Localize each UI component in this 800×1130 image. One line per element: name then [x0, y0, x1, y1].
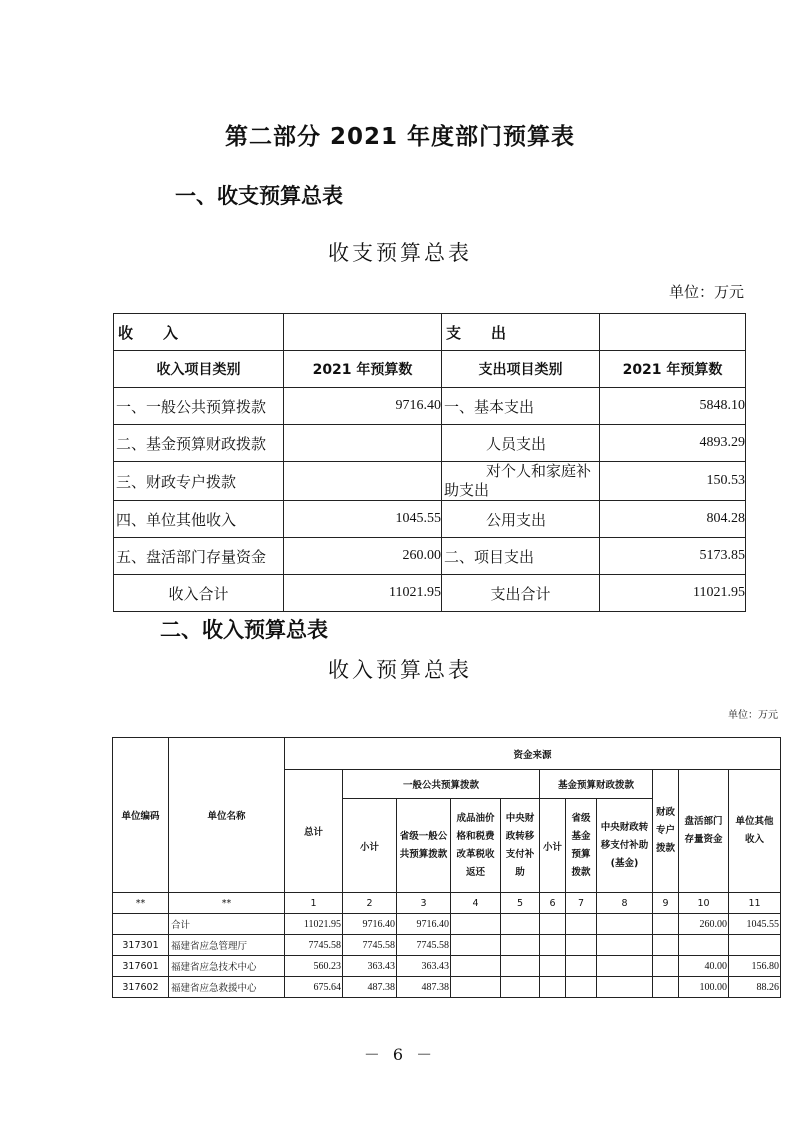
index-cell: 7: [566, 893, 597, 914]
central-value: [501, 914, 540, 935]
col-oil-tax-refund: 成品油价格和税费改革税收返还: [451, 799, 501, 893]
fund-subtotal-value: [540, 914, 566, 935]
oil-value: [451, 956, 501, 977]
page-number: － 6 －: [363, 1045, 437, 1064]
table1-unit: 单位：万元: [668, 283, 744, 301]
col-fund-subtotal: 小计: [540, 799, 566, 893]
general-province-value: 9716.40: [397, 914, 451, 935]
other-income-value: 156.80: [729, 956, 781, 977]
expense-amount: 4893.29: [600, 425, 746, 462]
expense-group-label: 支 出: [442, 314, 600, 351]
col-special-account: 财政专户拨款: [653, 770, 679, 893]
other-income-value: 88.26: [729, 977, 781, 998]
col-general-province: 省级一般公共预算拨款: [397, 799, 451, 893]
col-income-item: 收入项目类别: [114, 351, 284, 388]
unit-code: 317301: [113, 935, 169, 956]
fund-central-value: [597, 956, 653, 977]
total-value: 675.64: [285, 977, 343, 998]
oil-value: [451, 977, 501, 998]
expense-item: 一、基本支出: [442, 388, 600, 425]
col-other-income: 单位其他收入: [729, 770, 781, 893]
col-general-budget: 一般公共预算拨款: [343, 770, 540, 799]
general-province-value: 7745.58: [397, 935, 451, 956]
index-cell: 10: [679, 893, 729, 914]
col-expense-item: 支出项目类别: [442, 351, 600, 388]
general-subtotal-value: 487.38: [343, 977, 397, 998]
table-row: [113, 914, 781, 935]
budget-summary-table: [113, 313, 746, 612]
table2-unit: 单位：万元: [728, 710, 778, 721]
income-total-label: 收入合计: [114, 575, 284, 612]
fund-central-value: [597, 914, 653, 935]
col-expense-amount: 2021 年预算数: [600, 351, 746, 388]
central-value: [501, 935, 540, 956]
index-row: [113, 893, 781, 914]
general-province-value: 487.38: [397, 977, 451, 998]
col-stock-funds: 盘活部门存量资金: [679, 770, 729, 893]
index-cell: 11: [729, 893, 781, 914]
stock-value: 260.00: [679, 914, 729, 935]
general-subtotal-value: 363.43: [343, 956, 397, 977]
index-cell: 4: [451, 893, 501, 914]
unit-name: 福建省应急管理厅: [169, 935, 285, 956]
col-fund-budget: 基金预算财政拨款: [540, 770, 653, 799]
fund-province-value: [566, 935, 597, 956]
fund-province-value: [566, 977, 597, 998]
fund-subtotal-value: [540, 977, 566, 998]
income-group-label: 收 入: [114, 314, 284, 351]
index-cell: 1: [285, 893, 343, 914]
central-value: [501, 956, 540, 977]
col-unit-name: 单位名称: [169, 738, 285, 893]
expense-total-amount: 11021.95: [600, 575, 746, 612]
col-income-amount: 2021 年预算数: [284, 351, 442, 388]
special-value: [653, 956, 679, 977]
special-value: [653, 914, 679, 935]
expense-item: 二、项目支出: [442, 538, 600, 575]
income-amount: [284, 425, 442, 462]
income-amount: [284, 462, 442, 501]
col-fund-source: 资金来源: [285, 738, 781, 770]
index-cell: 6: [540, 893, 566, 914]
unit-code: 317602: [113, 977, 169, 998]
expense-item: 对个人和家庭补助支出: [442, 462, 600, 501]
fund-subtotal-value: [540, 956, 566, 977]
index-cell: **: [169, 893, 285, 914]
table-row: [114, 388, 746, 425]
income-budget-table: [112, 737, 781, 998]
oil-value: [451, 914, 501, 935]
table-row: [114, 538, 746, 575]
table2-title: 收入预算总表: [328, 658, 472, 682]
col-central-transfer: 中央财政转移支付补助: [501, 799, 540, 893]
table-row: [114, 575, 746, 612]
income-item: 四、单位其他收入: [114, 501, 284, 538]
income-amount: 9716.40: [284, 388, 442, 425]
index-cell: 9: [653, 893, 679, 914]
stock-value: 100.00: [679, 977, 729, 998]
expense-amount: 804.28: [600, 501, 746, 538]
central-value: [501, 977, 540, 998]
expense-amount: 5848.10: [600, 388, 746, 425]
expense-amount: 150.53: [600, 462, 746, 501]
index-cell: 5: [501, 893, 540, 914]
total-value: 7745.58: [285, 935, 343, 956]
income-item: 一、一般公共预算拨款: [114, 388, 284, 425]
col-total: 总计: [285, 770, 343, 893]
total-value: 11021.95: [285, 914, 343, 935]
col-general-subtotal: 小计: [343, 799, 397, 893]
special-value: [653, 977, 679, 998]
income-item: 二、基金预算财政拨款: [114, 425, 284, 462]
income-amount: 1045.55: [284, 501, 442, 538]
general-province-value: 363.43: [397, 956, 451, 977]
general-subtotal-value: 7745.58: [343, 935, 397, 956]
unit-code: 317601: [113, 956, 169, 977]
col-fund-province: 省级基金预算拨款: [566, 799, 597, 893]
section1-title: 一、收支预算总表: [175, 184, 343, 208]
index-cell: 2: [343, 893, 397, 914]
unit-name: 合计: [169, 914, 285, 935]
col-unit-code: 单位编码: [113, 738, 169, 893]
unit-name: 福建省应急救援中心: [169, 977, 285, 998]
fund-province-value: [566, 956, 597, 977]
expense-amount: 5173.85: [600, 538, 746, 575]
index-cell: **: [113, 893, 169, 914]
table-row: [113, 977, 781, 998]
index-cell: 8: [597, 893, 653, 914]
table-row: [113, 956, 781, 977]
table-row: [114, 501, 746, 538]
section2-title: 二、收入预算总表: [160, 618, 328, 642]
fund-central-value: [597, 935, 653, 956]
income-amount: 260.00: [284, 538, 442, 575]
income-item: 三、财政专户拨款: [114, 462, 284, 501]
fund-province-value: [566, 914, 597, 935]
special-value: [653, 935, 679, 956]
general-subtotal-value: 9716.40: [343, 914, 397, 935]
stock-value: [679, 935, 729, 956]
other-income-value: 1045.55: [729, 914, 781, 935]
oil-value: [451, 935, 501, 956]
income-total-amount: 11021.95: [284, 575, 442, 612]
table1-title: 收支预算总表: [328, 241, 472, 265]
expense-total-label: 支出合计: [442, 575, 600, 612]
unit-code: [113, 914, 169, 935]
expense-item: 公用支出: [442, 501, 600, 538]
index-cell: 3: [397, 893, 451, 914]
fund-central-value: [597, 977, 653, 998]
stock-value: 40.00: [679, 956, 729, 977]
table-row: [114, 462, 746, 501]
total-value: 560.23: [285, 956, 343, 977]
income-item: 五、盘活部门存量资金: [114, 538, 284, 575]
table-row: [113, 935, 781, 956]
unit-name: 福建省应急技术中心: [169, 956, 285, 977]
other-income-value: [729, 935, 781, 956]
table-row: [114, 425, 746, 462]
expense-item: 人员支出: [442, 425, 600, 462]
fund-subtotal-value: [540, 935, 566, 956]
col-fund-central: 中央财政转移支付补助(基金): [597, 799, 653, 893]
part-title: 第二部分 2021 年度部门预算表: [224, 124, 576, 150]
